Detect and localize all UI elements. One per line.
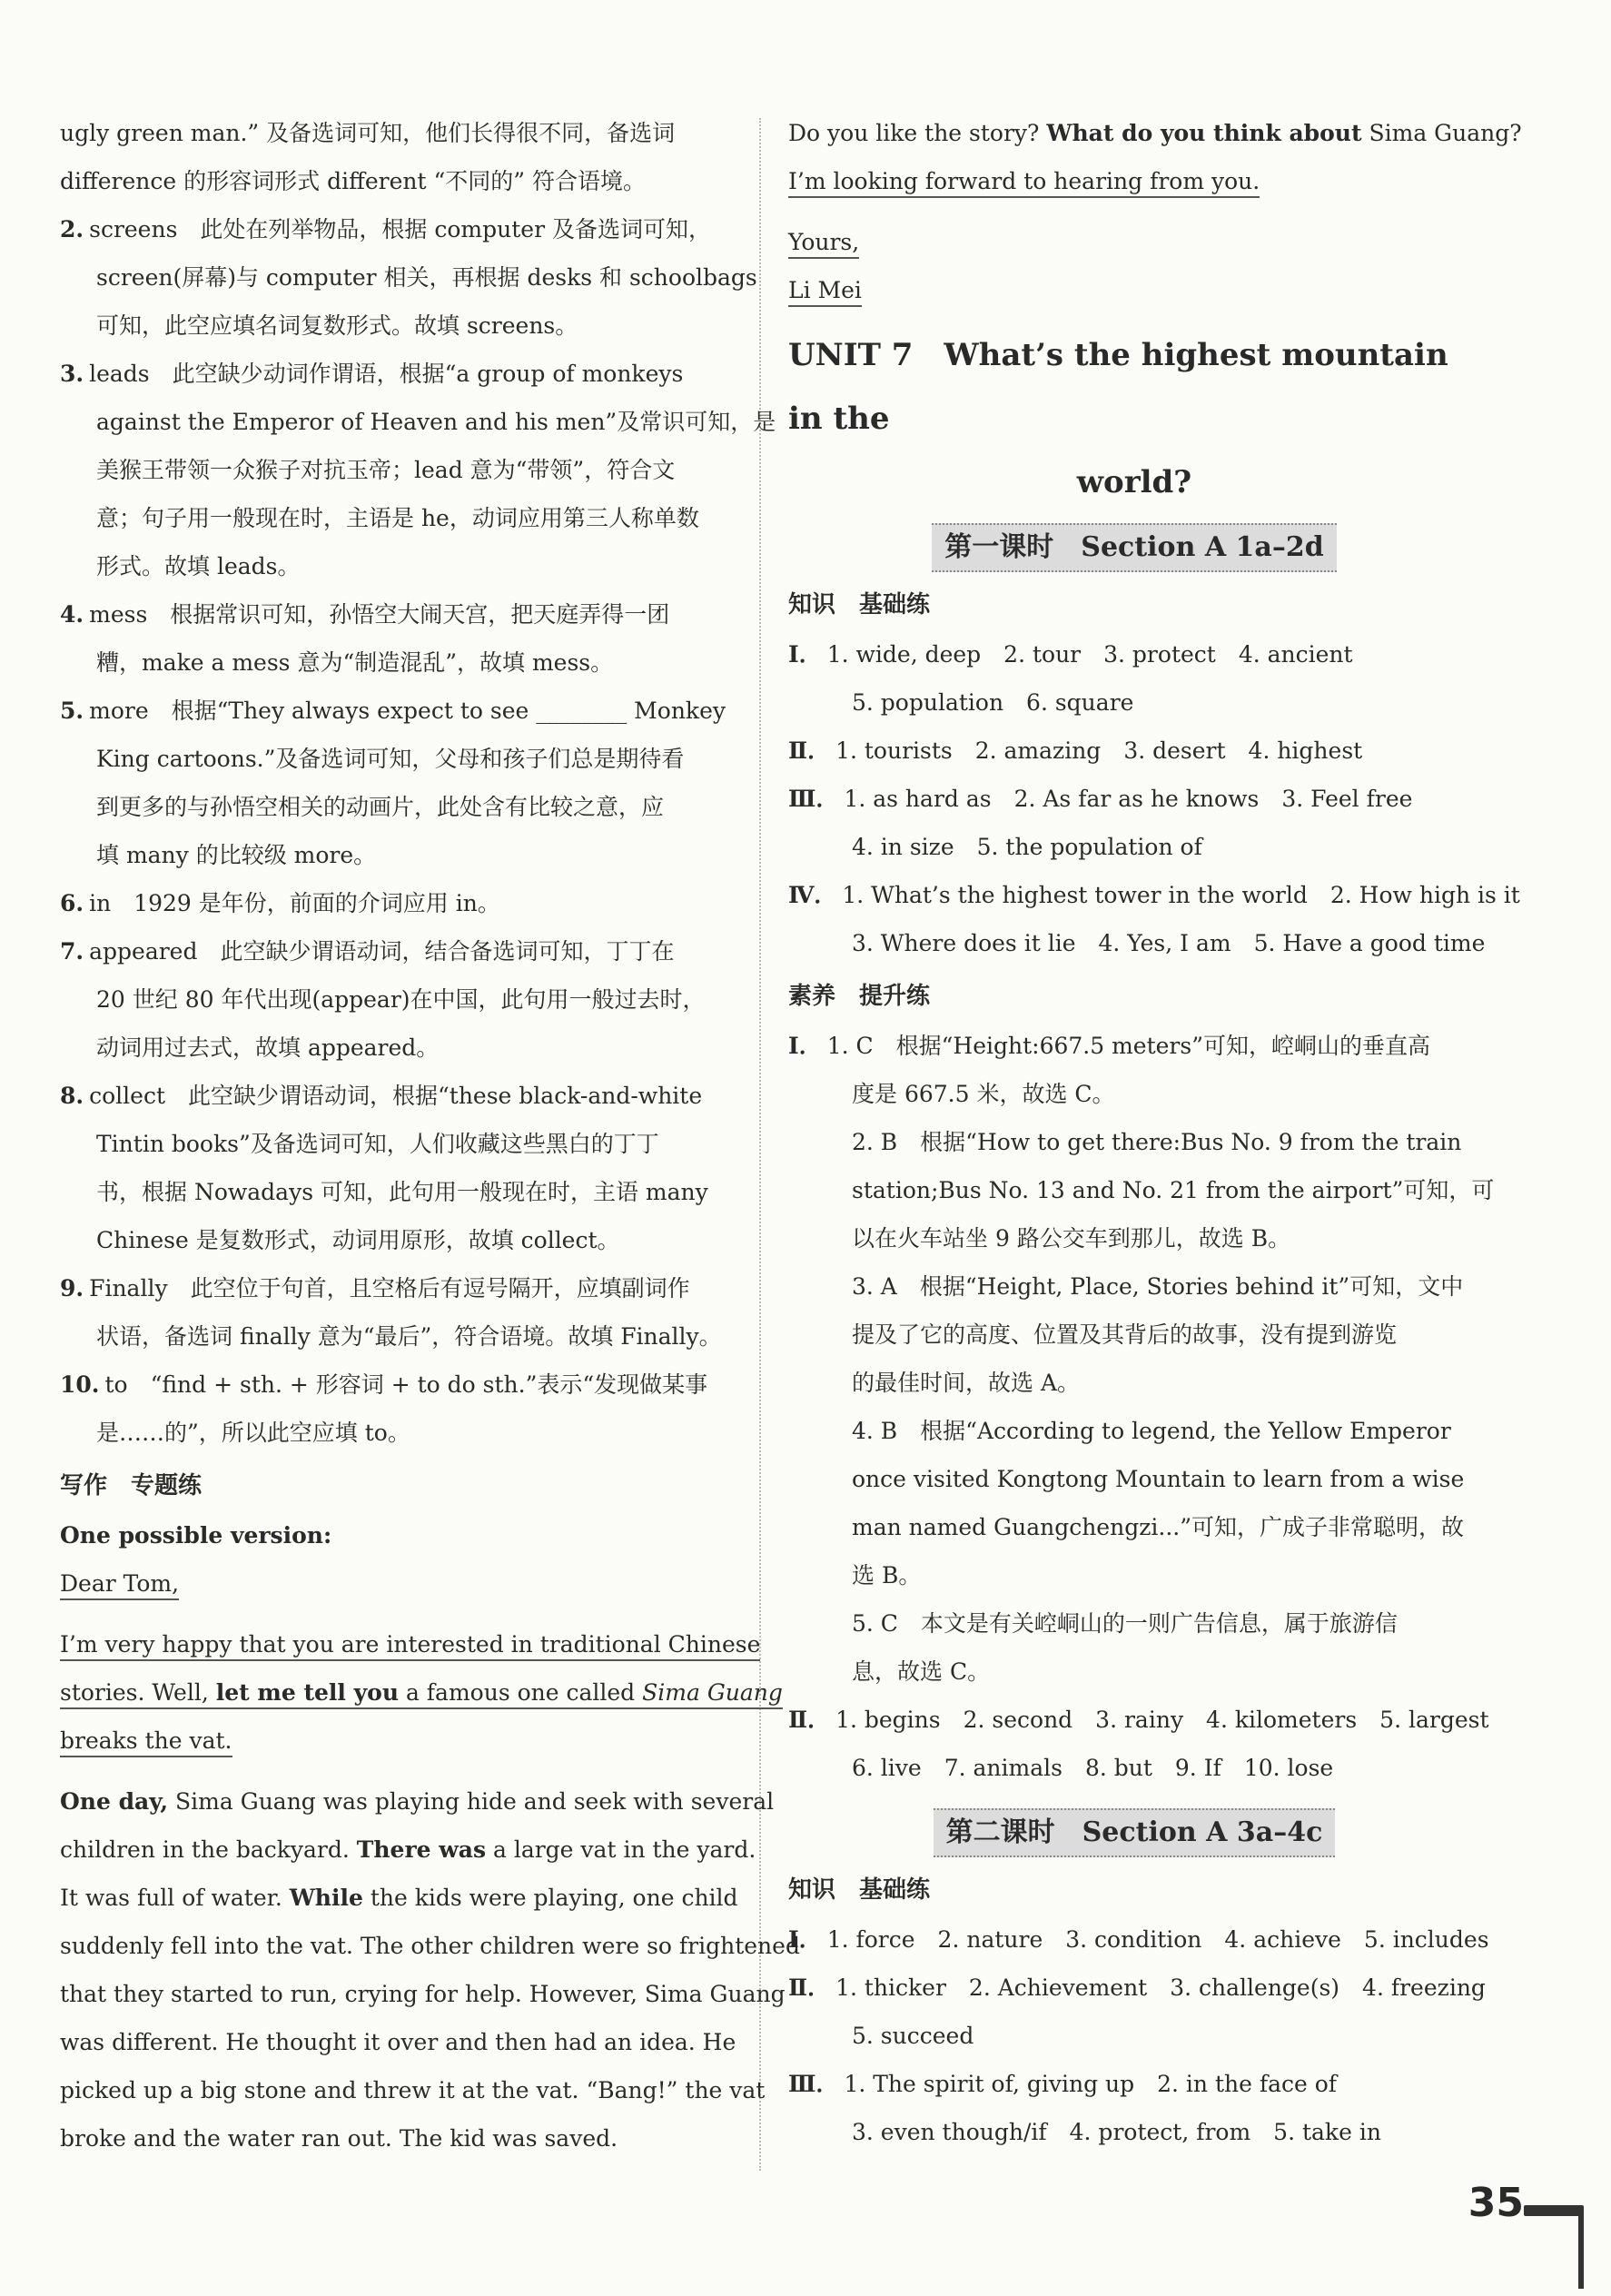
explanation-text: leads 此空缺少动词作谓语，根据“a group of monkeys xyxy=(89,361,684,387)
explanation-text: 美猴王带领一众猴子对抗玉帝；lead 意为“带领”，符合文 xyxy=(96,457,676,483)
answer-explanations xyxy=(60,205,776,1457)
explanation-line xyxy=(60,638,743,687)
explanation-line xyxy=(60,735,743,783)
explanation-text: 可知，此空应填名词复数形式。故填 screens。 xyxy=(96,312,578,339)
letter-signature: Li Mei xyxy=(788,277,862,307)
story-text: It was full of water. xyxy=(60,1885,290,1911)
story-title: Sima Guang xyxy=(642,1679,783,1706)
section-heading: 素养 提升练 xyxy=(788,983,931,1010)
story-text: picked up a big stone and threw it at the vat. “Bang!” the vat xyxy=(60,2077,766,2103)
explanation-text: against the Emperor of Heaven and his men”及常识可知，是 xyxy=(96,409,776,435)
explanation-line xyxy=(60,1264,743,1312)
explanation-line xyxy=(60,205,743,253)
answer-text: 3. even though/if 4. protect, from 5. take in xyxy=(852,2119,1381,2145)
explanation-text: 书，根据 Nowadays 可知，此句用一般现在时，主语 many xyxy=(96,1179,708,1205)
explanation-line xyxy=(60,687,743,735)
explanation-line xyxy=(60,1216,743,1264)
roman-numeral: Ⅰ． xyxy=(788,641,822,668)
answer-line xyxy=(788,1915,1489,1964)
letter-text: Sima Guang? xyxy=(1361,120,1522,146)
explanation-line xyxy=(60,1361,743,1409)
answer-line xyxy=(788,678,1480,727)
item-number: 9. xyxy=(60,1275,84,1301)
roman-numeral: Ⅱ． xyxy=(788,1974,831,2001)
explanation-line xyxy=(60,494,743,542)
explanation-line xyxy=(60,1312,743,1361)
item-number: 2. xyxy=(60,216,84,242)
answer-list xyxy=(788,630,1520,967)
answer-text: 1. The spirit of, giving up 2. in the face of xyxy=(844,2071,1338,2097)
explanation-text: Chinese 是复数形式，动词用原形，故填 collect。 xyxy=(96,1227,620,1253)
roman-numeral: Ⅱ． xyxy=(788,737,831,764)
explanation-line xyxy=(60,927,743,975)
answer-line xyxy=(788,1599,1480,1648)
explanation-text: screens 此处在列举物品，根据 computer 及备选词可知， xyxy=(89,216,711,242)
lesson-banner: 第二课时 Section A 3a–4c xyxy=(934,1808,1336,1857)
story-text: children in the backyard. xyxy=(60,1836,357,1863)
explanation-text: collect 此空缺少谓语动词，根据“these black-and-white xyxy=(89,1083,703,1109)
section-heading: 知识 基础练 xyxy=(788,591,931,619)
unit-title: UNIT 7 What’s the highest mountain in the xyxy=(788,337,1448,437)
answer-text: 选 B。 xyxy=(852,1562,922,1588)
story-phrase: One day, xyxy=(60,1788,169,1815)
explanation-text: 到更多的与孙悟空相关的动画片，此处含有比较之意，应 xyxy=(96,794,665,820)
page-marker-bar xyxy=(1524,2205,1584,2216)
answer-text: 3. A 根据“Height, Place, Stories behind it”可知，文中 xyxy=(852,1273,1464,1300)
roman-numeral: Ⅰ． xyxy=(788,1926,822,1953)
explanation-line xyxy=(60,1024,743,1072)
explanation-text: 动词用过去式，故填 appeared。 xyxy=(96,1034,440,1061)
answer-line xyxy=(788,1166,1495,1214)
explanation-text: 形式。故填 leads。 xyxy=(96,553,301,579)
item-number: 6. xyxy=(60,890,84,916)
answer-text: 1. force 2. nature 3. condition 4. achieve 5. includes xyxy=(826,1926,1489,1953)
answer-line xyxy=(788,1455,1480,1503)
answer-list xyxy=(788,1022,1495,1792)
answer-text: 5. C 本文是有关崆峒山的一则广告信息，属于旅游信 xyxy=(852,1610,1398,1637)
answer-text: 6. live 7. animals 8. but 9. If 10. lose xyxy=(852,1755,1334,1781)
answer-text: man named Guangchengzi...”可知，广成子非常聪明，故 xyxy=(852,1514,1464,1540)
text-line: difference 的形容词形式 different “不同的” 符合语境。 xyxy=(60,168,646,194)
answer-line xyxy=(788,1262,1480,1311)
answer-line xyxy=(788,1311,1480,1359)
section-heading: 知识 基础练 xyxy=(788,1876,931,1904)
answer-line xyxy=(788,727,1480,775)
explanation-line xyxy=(60,253,757,302)
explanation-line xyxy=(60,1072,743,1120)
explanation-text: mess 根据常识可知，孙悟空大闹天宫，把天庭弄得一团 xyxy=(89,601,670,628)
explanation-line xyxy=(60,975,743,1024)
answer-line xyxy=(788,1070,1480,1118)
answer-line xyxy=(788,1551,1480,1599)
answer-line xyxy=(788,1964,1486,2012)
answer-text: 2. B 根据“How to get there:Bus No. 9 from the train xyxy=(852,1129,1462,1155)
roman-numeral: Ⅲ． xyxy=(788,2071,839,2097)
answer-line xyxy=(788,1407,1480,1455)
item-number: 4. xyxy=(60,601,84,628)
answer-text: 1. tourists 2. amazing 3. desert 4. highest xyxy=(835,737,1363,764)
page-marker-bar xyxy=(1578,2207,1584,2289)
answer-text: 4. in size 5. the population of xyxy=(852,834,1202,860)
explanation-line xyxy=(60,879,743,927)
answer-text: 以在火车站坐 9 路公交车到那儿，故选 B。 xyxy=(852,1225,1291,1252)
roman-numeral: Ⅱ． xyxy=(788,1707,831,1733)
item-number: 5. xyxy=(60,698,84,724)
letter-text: stories. Well, xyxy=(60,1679,209,1706)
answer-text: 1. What’s the highest tower in the world 2. How high is it xyxy=(842,882,1520,908)
letter-phrase: let me tell you xyxy=(215,1679,399,1706)
explanation-line xyxy=(60,542,743,590)
answer-text: once visited Kongtong Mountain to learn from a wise xyxy=(852,1466,1465,1492)
story-phrase: There was xyxy=(356,1836,487,1863)
story-text: broke and the water ran out. The kid was saved. xyxy=(60,2125,618,2152)
answer-text: 1. wide, deep 2. tour 3. protect 4. ancient xyxy=(826,641,1353,668)
explanation-text: Tintin books”及备选词可知，人们收藏这些黑白的丁丁 xyxy=(96,1131,659,1157)
answer-text: 提及了它的高度、位置及其背后的故事，没有提到游览 xyxy=(852,1321,1398,1348)
explanation-text: appeared 此空缺少谓语动词，结合备选词可知，丁丁在 xyxy=(89,938,675,965)
page-number: 35 xyxy=(1468,2180,1524,2226)
answer-text: 1. as hard as 2. As far as he knows 3. Feel free xyxy=(844,786,1413,812)
answer-list xyxy=(788,1915,1489,2156)
answer-line xyxy=(788,1503,1480,1551)
answer-text: 的最佳时间，故选 A。 xyxy=(852,1370,1081,1396)
answer-line xyxy=(788,1118,1480,1166)
explanation-line xyxy=(60,302,743,350)
answer-line xyxy=(788,2060,1480,2108)
letter-text: breaks the vat. xyxy=(60,1727,232,1757)
explanation-text: 20 世纪 80 年代出现(appear)在中国，此句用一般过去时， xyxy=(96,986,706,1013)
answer-line xyxy=(788,1744,1480,1792)
answer-line xyxy=(788,775,1480,823)
answer-line xyxy=(788,1648,1480,1696)
answer-line xyxy=(788,2108,1480,2156)
letter-text: I’m very happy that you are interested in traditional Chinese xyxy=(60,1631,760,1661)
explanation-line xyxy=(60,590,743,638)
letter-text: a famous one called xyxy=(405,1679,636,1706)
explanation-line xyxy=(60,831,743,879)
explanation-line xyxy=(60,350,743,398)
explanation-line xyxy=(60,446,743,494)
story-phrase: While xyxy=(289,1885,363,1911)
explanation-text: 是……的”，所以此空应填 to。 xyxy=(96,1420,410,1446)
text-line: ugly green man.” 及备选词可知，他们长得很不同，备选词 xyxy=(60,120,676,146)
explanation-text: 意；句子用一般现在时，主语是 he，动词应用第三人称单数 xyxy=(96,505,699,531)
letter-phrase: What do you think about xyxy=(1046,120,1362,146)
explanation-line xyxy=(60,783,743,831)
item-number: 7. xyxy=(60,938,84,965)
story-text: Sima Guang was playing hide and seek with several xyxy=(168,1788,775,1815)
explanation-line xyxy=(60,1168,743,1216)
lesson-banner: 第一课时 Section A 1a–2d xyxy=(932,523,1336,572)
answer-line xyxy=(788,823,1480,871)
answer-text: 息，故选 C。 xyxy=(852,1658,991,1685)
right-column xyxy=(788,109,1522,2156)
answer-line xyxy=(788,1696,1489,1744)
roman-numeral: Ⅲ． xyxy=(788,786,839,812)
roman-numeral: Ⅳ． xyxy=(788,882,837,908)
item-number: 10. xyxy=(60,1371,100,1398)
answer-text: 1. begins 2. second 3. rainy 4. kilometers 5. largest xyxy=(835,1707,1489,1733)
answer-text: 1. C 根据“Height:667.5 meters”可知，崆峒山的垂直高 xyxy=(826,1033,1430,1059)
explanation-text: screen(屏幕)与 computer 相关，再根据 desks 和 schoolbags xyxy=(96,264,757,291)
left-column xyxy=(60,109,800,2162)
answer-line xyxy=(788,2012,1480,2060)
story-text: was different. He thought it over and then had an idea. He xyxy=(60,2029,736,2055)
story-text: suddenly fell into the vat. The other children were so frightened xyxy=(60,1933,800,1959)
answer-line xyxy=(788,1359,1480,1407)
letter-closing-line: I’m looking forward to hearing from you. xyxy=(788,168,1260,198)
answer-line xyxy=(788,919,1486,967)
writing-heading: 写作 专题练 xyxy=(60,1472,203,1499)
item-number: 3. xyxy=(60,361,84,387)
answer-text: 1. thicker 2. Achievement 3. challenge(s) 4. freezing xyxy=(835,1974,1486,2001)
explanation-line xyxy=(60,1120,743,1168)
answer-text: 3. Where does it lie 4. Yes, I am 5. Have a good time xyxy=(852,930,1486,956)
answer-line xyxy=(788,871,1520,919)
version-label: One possible version: xyxy=(60,1522,332,1549)
explanation-text: in 1929 是年份，前面的介词应用 in。 xyxy=(89,890,500,916)
unit-title-cont: world? xyxy=(1076,464,1192,500)
letter-signoff: Yours, xyxy=(788,229,859,259)
salutation: Dear Tom, xyxy=(60,1570,179,1600)
story-text: the kids were playing, one child xyxy=(362,1885,738,1911)
answer-line xyxy=(788,1214,1480,1262)
explanation-text: Finally 此空位于句首，且空格后有逗号隔开，应填副词作 xyxy=(89,1275,690,1301)
explanation-line xyxy=(60,1409,743,1457)
story-text: a large vat in the yard. xyxy=(486,1836,756,1863)
answer-text: 5. population 6. square xyxy=(852,689,1134,716)
answer-line xyxy=(788,630,1480,678)
letter-text: Do you like the story? xyxy=(788,120,1047,146)
answer-text: 5. succeed xyxy=(852,2023,974,2049)
answer-text: 4. B 根据“According to legend, the Yellow Emperor xyxy=(852,1418,1451,1444)
answer-text: station;Bus No. 13 and No. 21 from the airport”可知，可 xyxy=(852,1177,1495,1203)
item-number: 8. xyxy=(60,1083,84,1109)
explanation-text: 填 many 的比较级 more。 xyxy=(96,842,377,868)
explanation-line xyxy=(60,398,776,446)
roman-numeral: Ⅰ． xyxy=(788,1033,822,1059)
explanation-text: to “find + sth. + 形容词 + to do sth.”表示“发现做某事 xyxy=(104,1371,708,1398)
explanation-text: King cartoons.”及备选词可知，父母和孩子们总是期待看 xyxy=(96,746,685,772)
answer-text: 度是 667.5 米，故选 C。 xyxy=(852,1081,1115,1107)
answer-line xyxy=(788,1022,1480,1070)
explanation-text: 糟，make a mess 意为“制造混乱”，故填 mess。 xyxy=(96,649,614,676)
story-text: that they started to run, crying for help. However, Sima Guang xyxy=(60,1981,786,2007)
explanation-text: 状语，备选词 finally 意为“最后”，符合语境。故填 Finally。 xyxy=(96,1323,722,1350)
explanation-text: more 根据“They always expect to see ________ Monkey xyxy=(89,698,726,724)
